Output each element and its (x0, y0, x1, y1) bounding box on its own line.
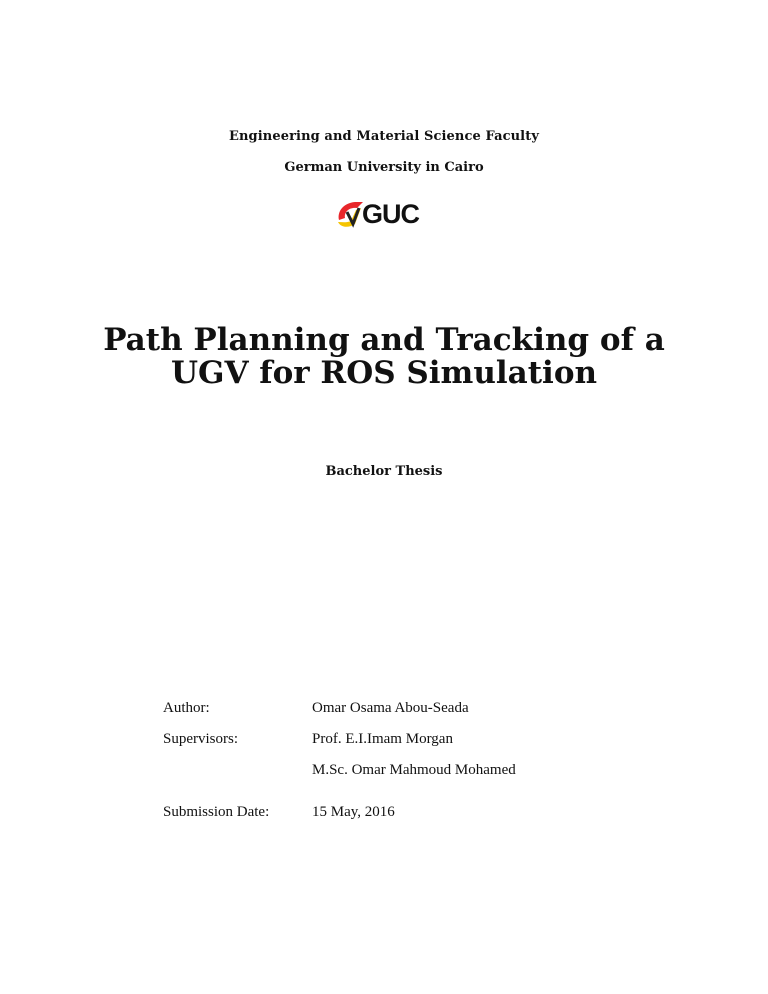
thesis-type: Bachelor Thesis (325, 464, 443, 479)
title-line-1: Path Planning and Tracking of a (103, 322, 665, 358)
university-name: German University in Cairo (284, 160, 484, 175)
thesis-title (0, 324, 768, 390)
title-line-2: UGV for ROS Simulation (170, 355, 598, 391)
logo-text: GUC (362, 199, 419, 229)
guc-logo-icon (335, 198, 365, 230)
supervisor-2: M.Sc. Omar Mahmoud Mohamed (312, 762, 516, 778)
guc-logo (335, 198, 435, 230)
supervisor-1: Prof. E.I.Imam Morgan (312, 731, 453, 747)
author-value: Omar Osama Abou-Seada (312, 700, 469, 716)
submission-date-value: 15 May, 2016 (312, 804, 395, 820)
submission-date-label: Submission Date: (163, 804, 270, 820)
faculty-name: Engineering and Material Science Faculty (229, 129, 539, 144)
supervisors-label: Supervisors: (163, 731, 238, 747)
author-label: Author: (163, 700, 210, 716)
